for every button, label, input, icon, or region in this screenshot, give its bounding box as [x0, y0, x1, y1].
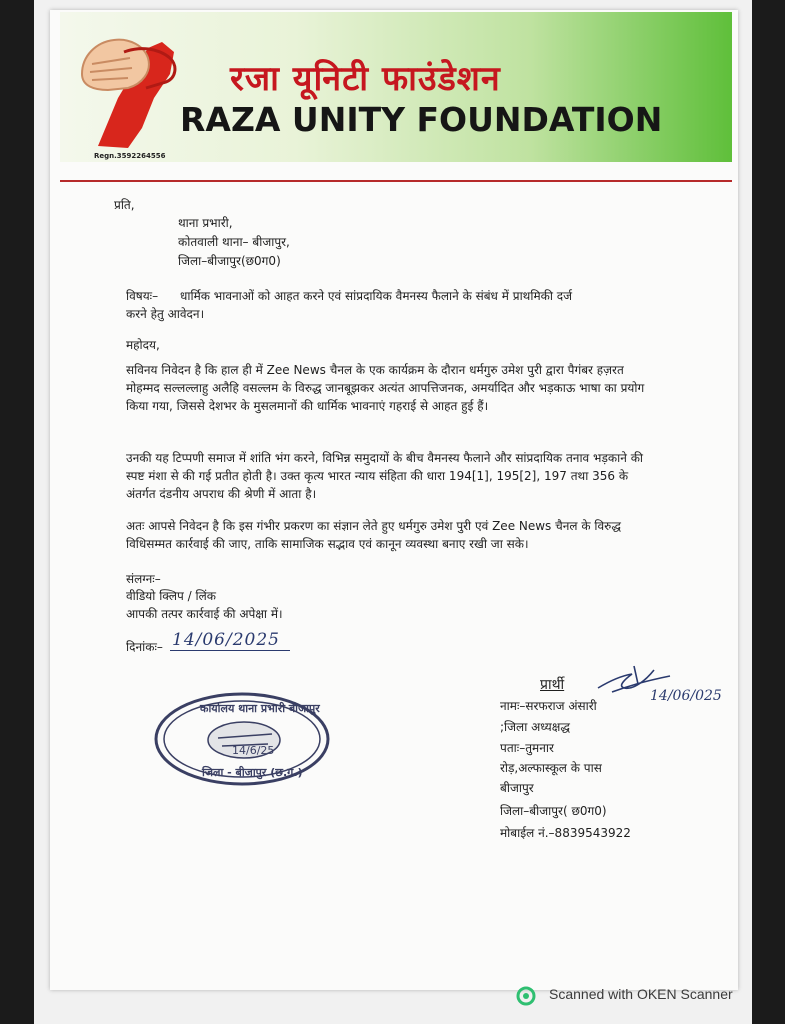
date-underline: [170, 650, 290, 651]
closing-line: आपकी तत्पर कार्रवाई की अपेक्षा में।: [126, 607, 283, 621]
address-line-1: थाना प्रभारी,: [178, 216, 233, 230]
applicant-name: नामः–सरफराज अंसारी: [500, 699, 597, 713]
attachment-label: संलग्नः–: [126, 572, 161, 586]
body-paragraph-1: सविनय निवेदन है कि हाल ही में Zee News चैनल के एक कार्यक्रम के दौरान धर्मगुरु उमेश पुरी द्वारा पैगंबर हज़रत मोहम्मद सल्लल्लाहु अलैहि वसल्लम के विरुद्ध जानबूझकर अत्यंत आपत्तिजनक, अमर्यादित और भड़काऊ भाषा का प्रयोग किया गया, जिससे देशभर के मुसलमानों की धार्मिक भावनाएं गहराई से आहत हुई हैं।: [126, 363, 645, 413]
address-line-3: जिला–बीजापुर(छ0ग0): [178, 254, 281, 268]
applicant-mobile: मोबाईल नं.–8839543922: [500, 826, 631, 840]
seal-stamp-date: 14/6/25: [232, 744, 275, 757]
letterhead-title-hindi: रजा यूनिटी फाउंडेशन: [230, 59, 501, 99]
salutation: महोदय,: [126, 338, 160, 352]
subject-line-2: करने हेतु आवेदन।: [126, 307, 205, 321]
seal-bottom-text: जिला - बीजापुर (छ.ग.): [202, 766, 303, 779]
address-line-2: कोतवाली थाना– बीजापुर,: [178, 235, 290, 249]
seal-top-text: कार्यालय थाना प्रभारी बीजापुर: [200, 702, 320, 715]
signature-date: 14/06/025: [650, 688, 722, 704]
scanner-logo-icon: [516, 986, 536, 1006]
body-paragraph-2: उनकी यह टिप्पणी समाज में शांति भंग करने, विभिन्न समुदायों के बीच वैमनस्य फैलाने और सांप्रदायिक तनाव भड़काने की स्पष्ट मंशा से की गई प्रतीत होती है। उक्त कृत्य भारत न्याय संहिता की धारा 194[1], 195[2], 197 तथा 356 के अंतर्गत दंडनीय अपराध की श्रेणी में आता है।: [126, 451, 644, 501]
attachment-item: वीडियो क्लिप / लिंक: [126, 589, 216, 603]
body-paragraph-3: अतः आपसे निवेदन है कि इस गंभीर प्रकरण का संज्ञान लेते हुए धर्मगुरु उमेश पुरी एवं Zee News चैनल के विरुद्ध विधिसम्मत कार्रवाई की जाए, ताकि सामाजिक सद्भाव एवं कानून व्यवस्था बनाए रखी जा सके।: [126, 519, 621, 551]
applicant-heading: प्रार्थी: [540, 677, 565, 693]
date-label: दिनांकः–: [126, 640, 163, 654]
handshake-logo-icon: [78, 28, 186, 150]
applicant-address-4: जिला–बीजापुर( छ0ग0): [500, 804, 607, 818]
applicant-address-3: बीजापुर: [500, 781, 534, 795]
applicant-designation: ;जिला अध्यक्षद्ध: [500, 720, 570, 734]
applicant-address-1: पताः–तुमनार: [500, 741, 554, 755]
letterhead-title-english: RAZA UNITY FOUNDATION: [180, 100, 663, 139]
applicant-address-2: रोड़,अल्फास्कूल के पास: [500, 761, 602, 775]
header-divider: [60, 180, 732, 182]
registration-number: Regn.3592264556: [94, 152, 166, 160]
date-handwritten: 14/06/2025: [172, 630, 280, 650]
address-prati: प्रति,: [114, 198, 135, 212]
subject-line-1: धार्मिक भावनाओं को आहत करने एवं सांप्रदायिक वैमनस्य फैलाने के संबंध में प्राथमिकी दर्ज: [180, 289, 573, 303]
scanner-watermark: Scanned with OKEN Scanner: [549, 986, 733, 1002]
subject-label: विषयः–: [126, 289, 159, 303]
